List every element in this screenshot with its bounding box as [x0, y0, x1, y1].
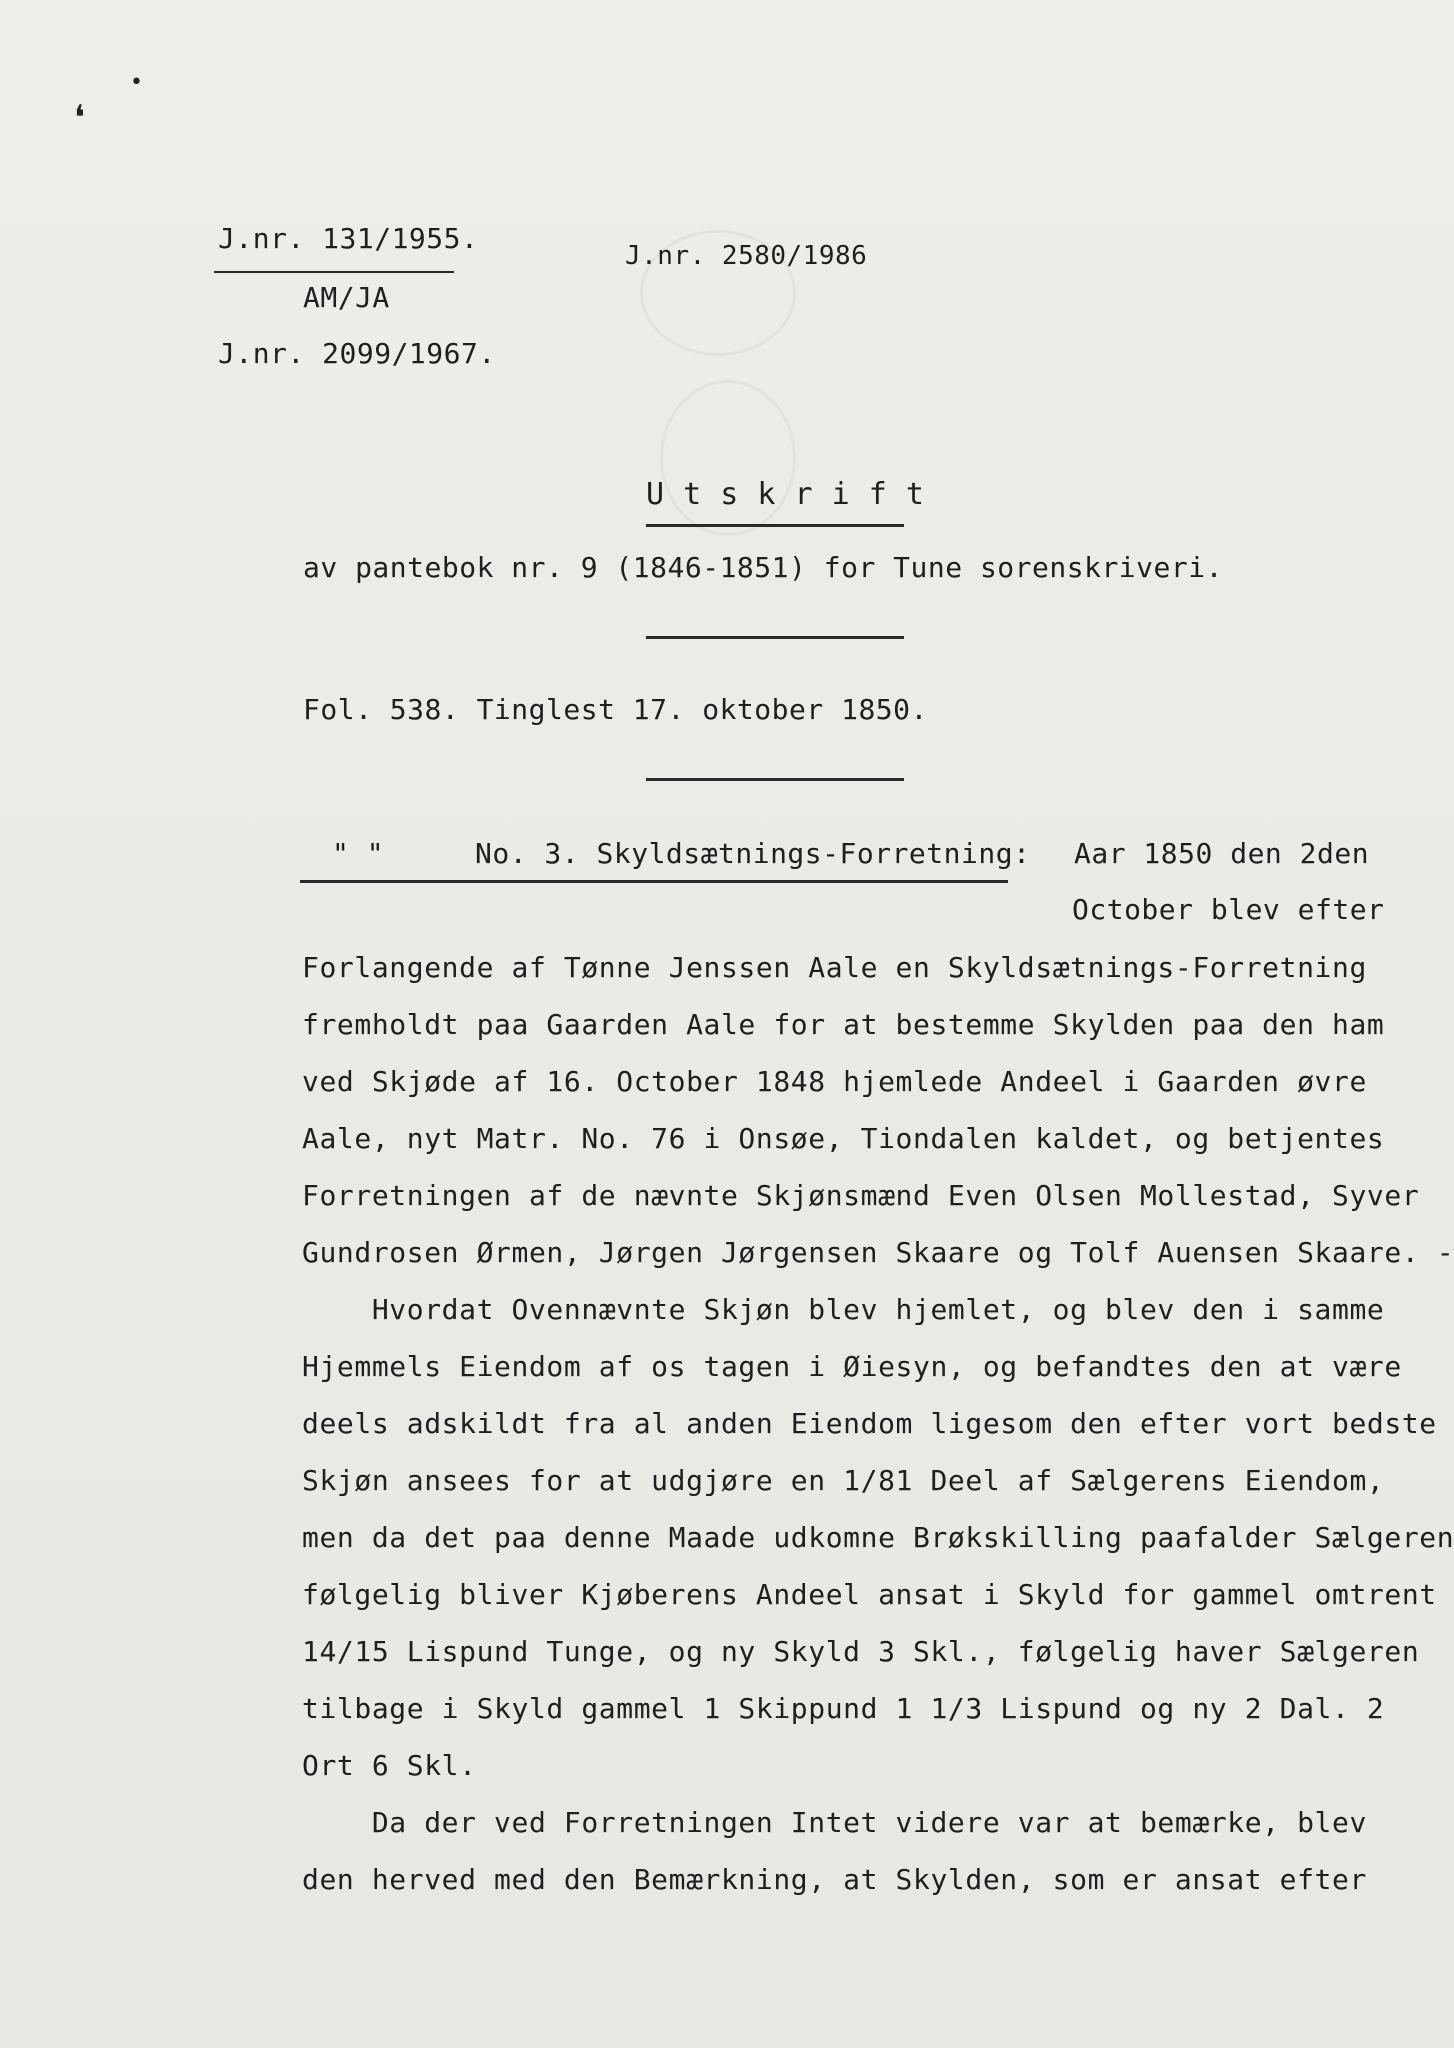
- initials: AM/JA: [303, 281, 390, 314]
- body-line: deels adskildt fra al anden Eiendom ligesom den efter vort bedste: [302, 1407, 1437, 1440]
- journal-number-underline: [214, 271, 454, 273]
- body-line: 14/15 Lispund Tunge, og ny Skyld 3 Skl., følgelig haver Sælgeren: [302, 1635, 1420, 1668]
- body-line: Hjemmels Eiendom af os tagen i Øiesyn, og befandtes den at være: [302, 1350, 1402, 1383]
- body-line: ved Skjøde af 16. October 1848 hjemlede Andeel i Gaarden øvre: [302, 1065, 1367, 1098]
- entry-opening-continued: October blev efter: [1072, 893, 1385, 926]
- body-line: Da der ved Forretningen Intet videre var at bemærke, blev: [302, 1806, 1367, 1839]
- body-line: følgelig bliver Kjøberens Andeel ansat i Skyld for gammel omtrent: [302, 1578, 1437, 1611]
- document-heading: U t s k r i f t: [646, 477, 925, 512]
- body-line: men da det paa denne Maade udkomne Brøkskilling paafalder Sælgeren: [302, 1521, 1454, 1554]
- bleed-through-mark: [660, 380, 796, 536]
- margin-ink-mark: •: [130, 70, 143, 95]
- body-line: Gundrosen Ørmen, Jørgen Jørgensen Skaare og Tolf Auensen Skaare. -: [302, 1236, 1454, 1269]
- entry-heading: No. 3. Skyldsætnings-Forretning:: [475, 837, 1031, 870]
- body-line: Skjøn ansees for at udgjøre en 1/81 Deel af Sælgerens Eiendom,: [302, 1464, 1385, 1497]
- body-line: Hvordat Ovennævnte Skjøn blev hjemlet, og blev den i samme: [302, 1293, 1385, 1326]
- body-line: den herved med den Bemærkning, at Skylden, som er ansat efter: [302, 1863, 1367, 1896]
- entry-marker: " ": [332, 837, 385, 870]
- body-line: Forretningen af de nævnte Skjønsmænd Even Olsen Mollestad, Syver: [302, 1179, 1420, 1212]
- body-line: Forlangende af Tønne Jenssen Aale en Skyldsætnings-Forretning: [302, 951, 1367, 984]
- body-line: tilbage i Skyld gammel 1 Skippund 1 1/3 Lispund og ny 2 Dal. 2: [302, 1692, 1385, 1725]
- section-divider: [646, 636, 904, 639]
- section-divider: [646, 778, 904, 781]
- journal-number-1967: J.nr. 2099/1967.: [218, 337, 496, 370]
- margin-ink-mark: ❛: [74, 98, 85, 138]
- body-line: Ort 6 Skl.: [302, 1749, 477, 1782]
- folio-line: Fol. 538. Tinglest 17. oktober 1850.: [303, 693, 928, 726]
- journal-number-1955: J.nr. 131/1955.: [218, 222, 479, 255]
- entry-opening: Aar 1850 den 2den: [1074, 837, 1370, 870]
- heading-underline: [646, 524, 904, 527]
- document-subtitle: av pantebok nr. 9 (1846-1851) for Tune sorenskriveri.: [303, 551, 1223, 584]
- body-line: Aale, nyt Matr. No. 76 i Onsøe, Tiondalen kaldet, og betjentes: [302, 1122, 1385, 1155]
- body-line: fremholdt paa Gaarden Aale for at bestemme Skylden paa den ham: [302, 1008, 1385, 1041]
- entry-heading-underline: [300, 880, 1008, 883]
- journal-number-1986: J.nr. 2580/1986: [625, 241, 868, 271]
